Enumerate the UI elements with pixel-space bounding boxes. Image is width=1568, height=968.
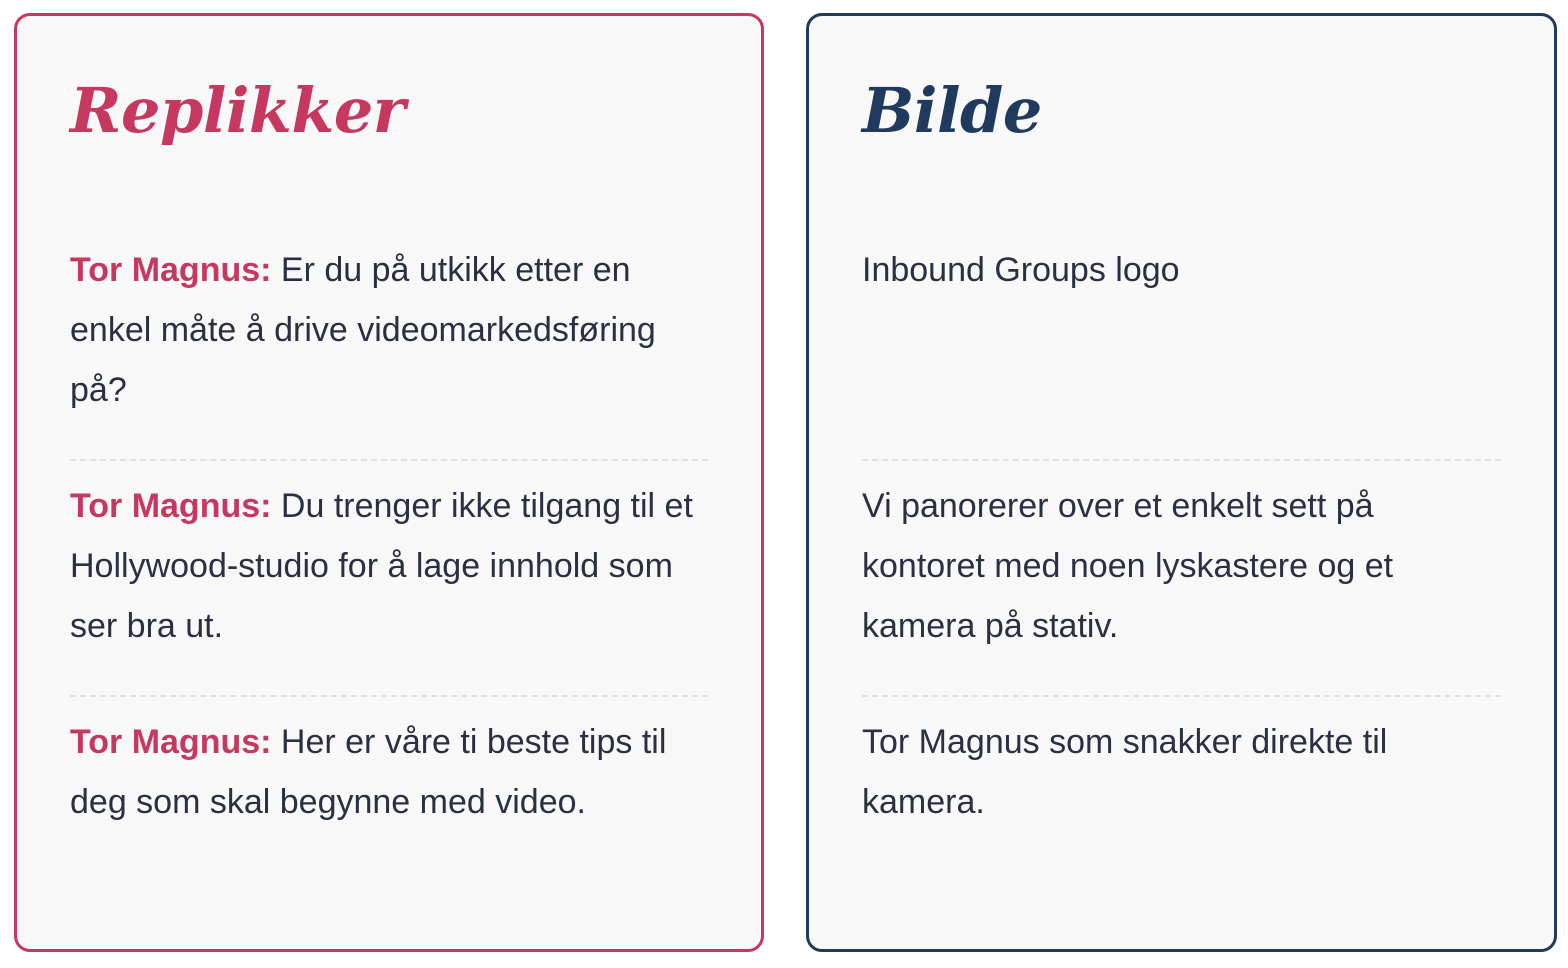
visuals-card [806, 13, 1557, 952]
dialogue-card [14, 13, 764, 952]
line-text: Her er våre ti beste tips til deg som skal begynne med video. [70, 723, 667, 821]
speaker-name: Tor Magnus: [70, 251, 272, 289]
dialogue-line [70, 697, 708, 933]
dialogue-title: Replikker [70, 74, 405, 147]
line-text: Tor Magnus som snakker direkte til kamera. [862, 723, 1388, 821]
speaker-name: Tor Magnus: [70, 723, 272, 761]
line-text: Inbound Groups logo [862, 251, 1180, 289]
dialogue-line [70, 461, 708, 697]
visual-line [862, 225, 1501, 461]
visual-line [862, 697, 1501, 933]
speaker-name: Tor Magnus: [70, 487, 272, 525]
visuals-title: Bilde [862, 74, 1042, 147]
dialogue-lines [70, 225, 708, 933]
dialogue-line [70, 225, 708, 461]
line-text: Du trenger ikke tilgang til et Hollywood-studio for å lage innhold som ser bra ut. [70, 487, 693, 645]
line-text: Er du på utkikk etter en enkel måte å drive videomarkedsføring på? [70, 251, 656, 409]
line-text: Vi panorerer over et enkelt sett på kontoret med noen lyskastere og et kamera på stativ. [862, 487, 1394, 645]
visual-line [862, 461, 1501, 697]
visual-lines [862, 225, 1501, 933]
